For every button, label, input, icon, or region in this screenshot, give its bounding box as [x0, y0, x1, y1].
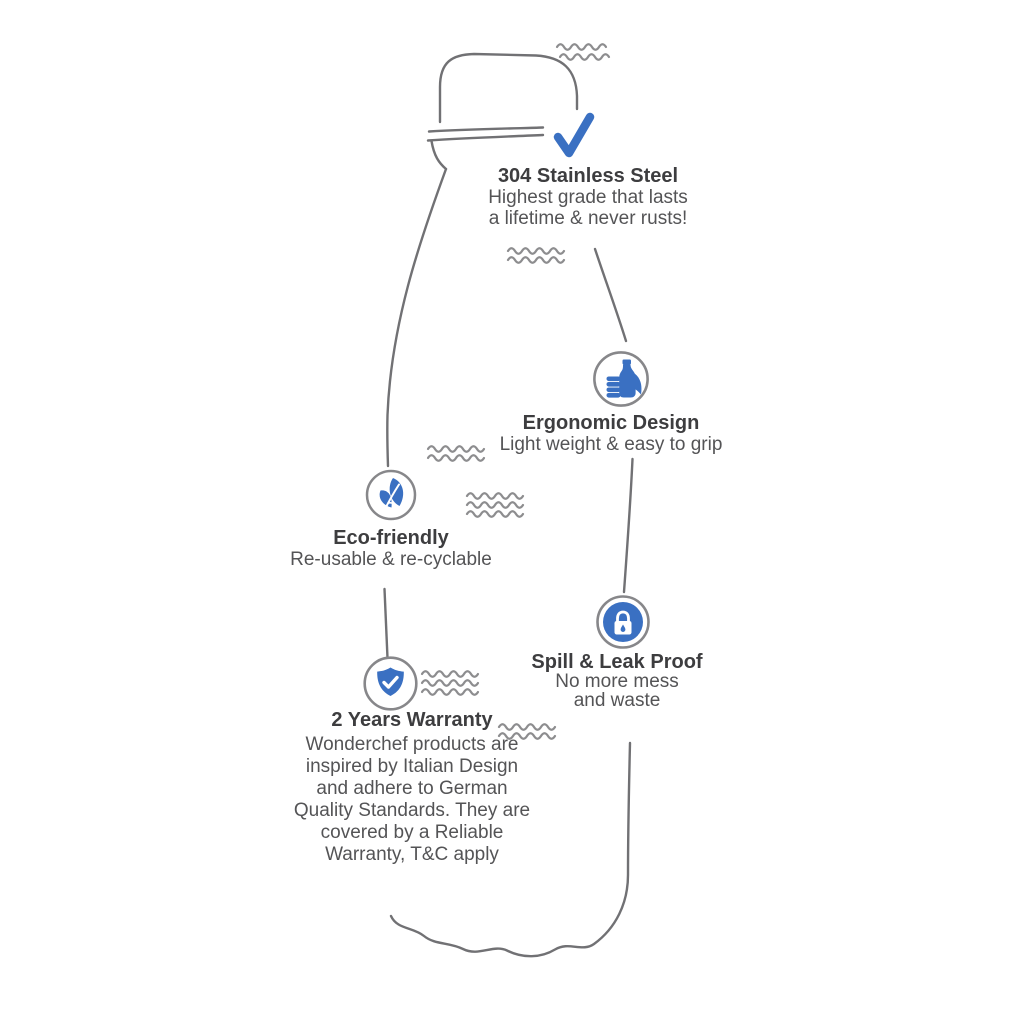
feature-line: and waste	[573, 689, 661, 711]
check-icon	[553, 112, 595, 158]
check-glyph	[558, 117, 590, 153]
padlock-icon	[596, 595, 650, 649]
feature-title: Ergonomic Design	[522, 412, 700, 434]
feature-line: Highest grade that lasts	[488, 187, 688, 208]
feature-title: 304 Stainless Steel	[497, 165, 679, 187]
feature-eco-friendly	[241, 528, 541, 570]
feature-line: and adhere to German	[316, 778, 508, 799]
bottle-right-mid-outline	[624, 459, 633, 592]
feature-warranty	[262, 710, 562, 866]
feature-ergonomic-design	[461, 413, 761, 455]
feature-line: Wonderchef products are	[305, 734, 519, 755]
feature-line: inspired by Italian Design	[305, 756, 519, 777]
feature-line: Re-usable & re-cyclable	[290, 549, 492, 570]
wave-decoration-eco	[467, 493, 523, 517]
feature-line: a lifetime & never rusts!	[488, 208, 688, 229]
grip-bottle-icon	[592, 350, 650, 408]
feature-line: Light weight & easy to grip	[499, 434, 723, 455]
bottle-right-upper-outline	[595, 249, 626, 341]
feature-title: Eco-friendly	[333, 527, 449, 549]
feature-line: covered by a Reliable	[320, 822, 504, 843]
bottle-neck-left	[432, 141, 447, 169]
bottle-cap-rim-top	[429, 128, 543, 132]
eco-leaf-icon	[365, 469, 417, 521]
feature-spill-leak-proof	[467, 652, 767, 710]
shield-check-icon	[363, 656, 418, 711]
feature-stainless-steel	[438, 166, 738, 229]
wave-decoration-cap	[557, 44, 609, 60]
feature-title: Spill & Leak Proof	[531, 651, 703, 673]
bottle-left-mid-outline	[385, 589, 388, 658]
wave-decoration-steel	[508, 248, 564, 263]
feature-line: Warranty, T&C apply	[325, 844, 499, 865]
feature-line: No more mess	[555, 671, 679, 692]
feature-title: 2 Years Warranty	[331, 709, 493, 731]
feature-line: Quality Standards. They are	[293, 800, 531, 821]
bottle-cap-rim-bottom	[428, 135, 543, 141]
